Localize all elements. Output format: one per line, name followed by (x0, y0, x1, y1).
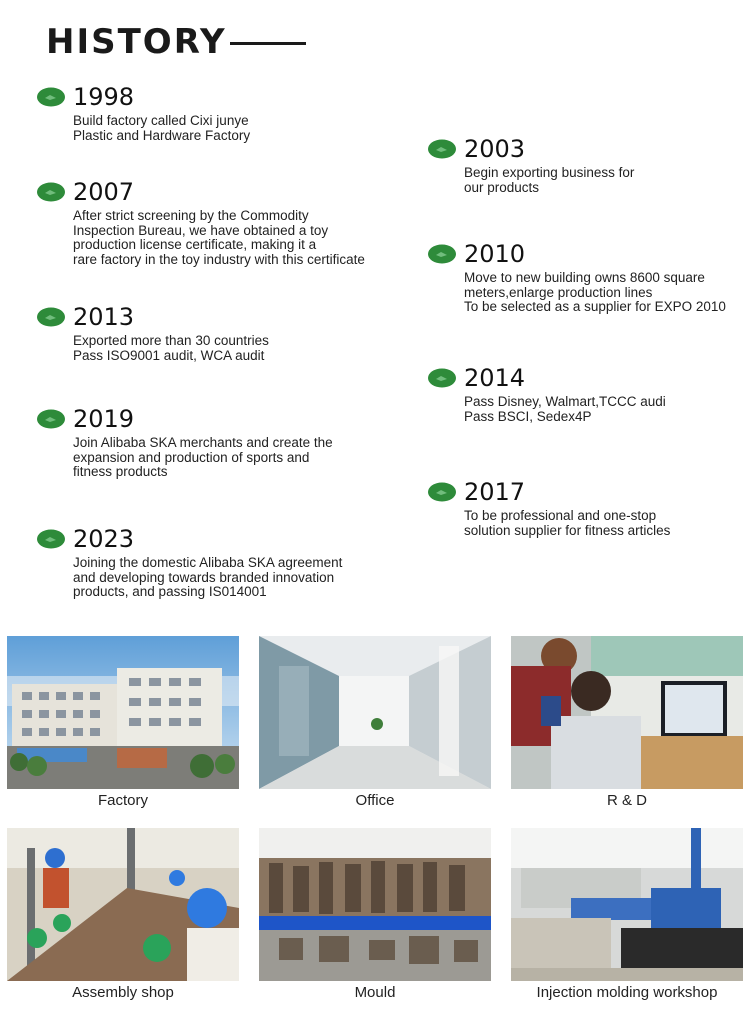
timeline-year: 2017 (464, 478, 526, 506)
history-title: HISTORY (46, 22, 227, 62)
gallery-caption: Factory (97, 792, 148, 809)
green-leaf-badge-icon (427, 138, 457, 160)
injection-workshop-photo (511, 828, 743, 981)
rnd-photo (511, 636, 743, 789)
gallery-caption: Injection molding workshop (536, 984, 718, 1001)
timeline-entry-2017 (427, 477, 747, 538)
timeline-entry-2013 (36, 302, 366, 363)
timeline-entry-2010 (427, 239, 747, 315)
green-leaf-badge-icon (36, 408, 66, 430)
assembly-shop-photo (7, 828, 239, 981)
timeline-text: Build factory called Cixi junye Plastic and Hardware Factory (73, 113, 251, 143)
timeline-year: 2010 (464, 240, 526, 268)
timeline-text: Pass Disney, Walmart,TCCC audi Pass BSCI, Sedex4P (464, 394, 666, 424)
timeline-entry-2003 (427, 134, 750, 195)
timeline-text: After strict screening by the Commodity Inspection Bureau, we have obtained a toy production license certificate, making it a rare factory in the toy industry with this certificate (73, 208, 365, 267)
timeline-year: 2013 (73, 303, 135, 331)
title-rule (230, 42, 306, 45)
timeline-text: To be professional and one-stop solution supplier for fitness articles (464, 508, 671, 538)
green-leaf-badge-icon (427, 367, 457, 389)
gallery-caption: Assembly shop (72, 984, 174, 1001)
factory-photo (7, 636, 239, 789)
timeline-entry-2023 (36, 524, 366, 600)
green-leaf-badge-icon (427, 481, 457, 503)
green-leaf-badge-icon (36, 528, 66, 550)
gallery-caption: Mould (354, 984, 396, 1001)
timeline-entry-1998 (36, 82, 366, 143)
timeline-year: 2007 (73, 178, 135, 206)
timeline-entry-2007 (36, 177, 396, 267)
mould-photo (259, 828, 491, 981)
timeline-text: Join Alibaba SKA merchants and create the expansion and production of sports and fitness products (73, 435, 333, 480)
timeline-text: Joining the domestic Alibaba SKA agreement and developing towards branded innovation products, and passing IS014001 (73, 555, 343, 600)
timeline-year: 2023 (73, 525, 135, 553)
timeline-text: Begin exporting business for our products (464, 165, 635, 195)
timeline-year: 2014 (464, 364, 526, 392)
green-leaf-badge-icon (36, 86, 66, 108)
green-leaf-badge-icon (427, 243, 457, 265)
timeline-entry-2019 (36, 404, 366, 480)
timeline-year: 2019 (73, 405, 135, 433)
timeline-year: 2003 (464, 135, 526, 163)
office-photo (259, 636, 491, 789)
timeline-year: 1998 (73, 83, 135, 111)
green-leaf-badge-icon (36, 306, 66, 328)
timeline-entry-2014 (427, 363, 747, 424)
gallery-caption: R & D (606, 792, 647, 809)
gallery-caption: Office (355, 792, 395, 809)
timeline-text: Move to new building owns 8600 square meters,enlarge production lines To be selected as a supplier for EXPO 2010 (464, 270, 726, 315)
timeline-text: Exported more than 30 countries Pass ISO9001 audit, WCA audit (73, 333, 269, 363)
green-leaf-badge-icon (36, 181, 66, 203)
